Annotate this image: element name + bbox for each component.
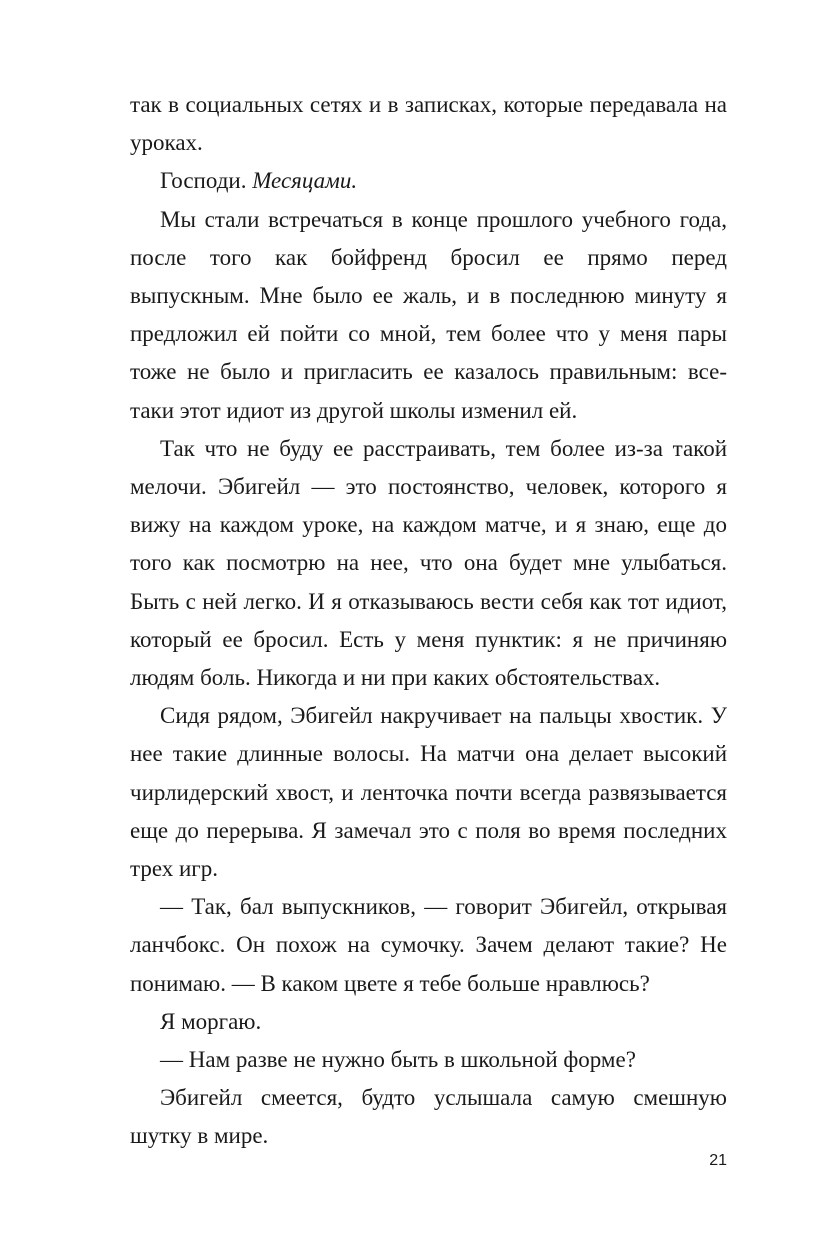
paragraph-8: — Нам разве не нужно быть в школьной форме? [160,1047,636,1073]
paragraph-4: Так что не буду ее расстраивать, тем более из-за такой мелочи. Эбигейл — это постоянство, человек, которого я вижу на каждом уроке, на каждом матче, и я знаю, еще до того как посмотрю на нее, что она будет мне улыбаться. Быть с ней легко. И я отказываюсь вести себя как тот идиот, который ее бросил. Есть у меня пунктик: я не причиняю людям боль. Никогда и ни при каких обстоятельствах. [130,435,727,691]
paragraph-1: так в социальных сетях и в записках, которые передавала на уроках. [130,92,727,156]
book-page-text [130,86,727,1156]
paragraph-7: Я моргаю. [160,1008,262,1034]
paragraph-2-italic: Месяцами. [252,168,358,194]
paragraph-9: Эбигейл смеется, будто услышала самую смешную шутку в мире. [130,1085,727,1149]
paragraph-2 [130,162,727,200]
paragraph-3: Мы стали встречаться в конце прошлого учебного года, после того как бойфренд бросил ее прямо перед выпускным. Мне было ее жаль, и в последнюю минуту я предложил ей пойти со мной, тем более что у меня пары тоже не было и пригласить ее казалось правильным: все-таки этот идиот из другой школы изменил ей. [130,206,727,423]
paragraph-5: Сидя рядом, Эбигейл накручивает на пальцы хвостик. У нее такие длинные волосы. На матчи она делает высокий чирлидерский хвост, и ленточка почти всегда развязывается еще до перерыва. Я замечал это с поля во время последних трех игр. [130,703,727,882]
page-number: 21 [709,1152,727,1169]
paragraph-2-plain: Господи. [160,168,247,194]
paragraph-6: — Так, бал выпускников, — говорит Эбигейл, открывая ланчбокс. Он похож на сумочку. Зачем делают такие? Не понимаю. — В каком цвете я тебе больше нравлюсь? [130,894,727,996]
